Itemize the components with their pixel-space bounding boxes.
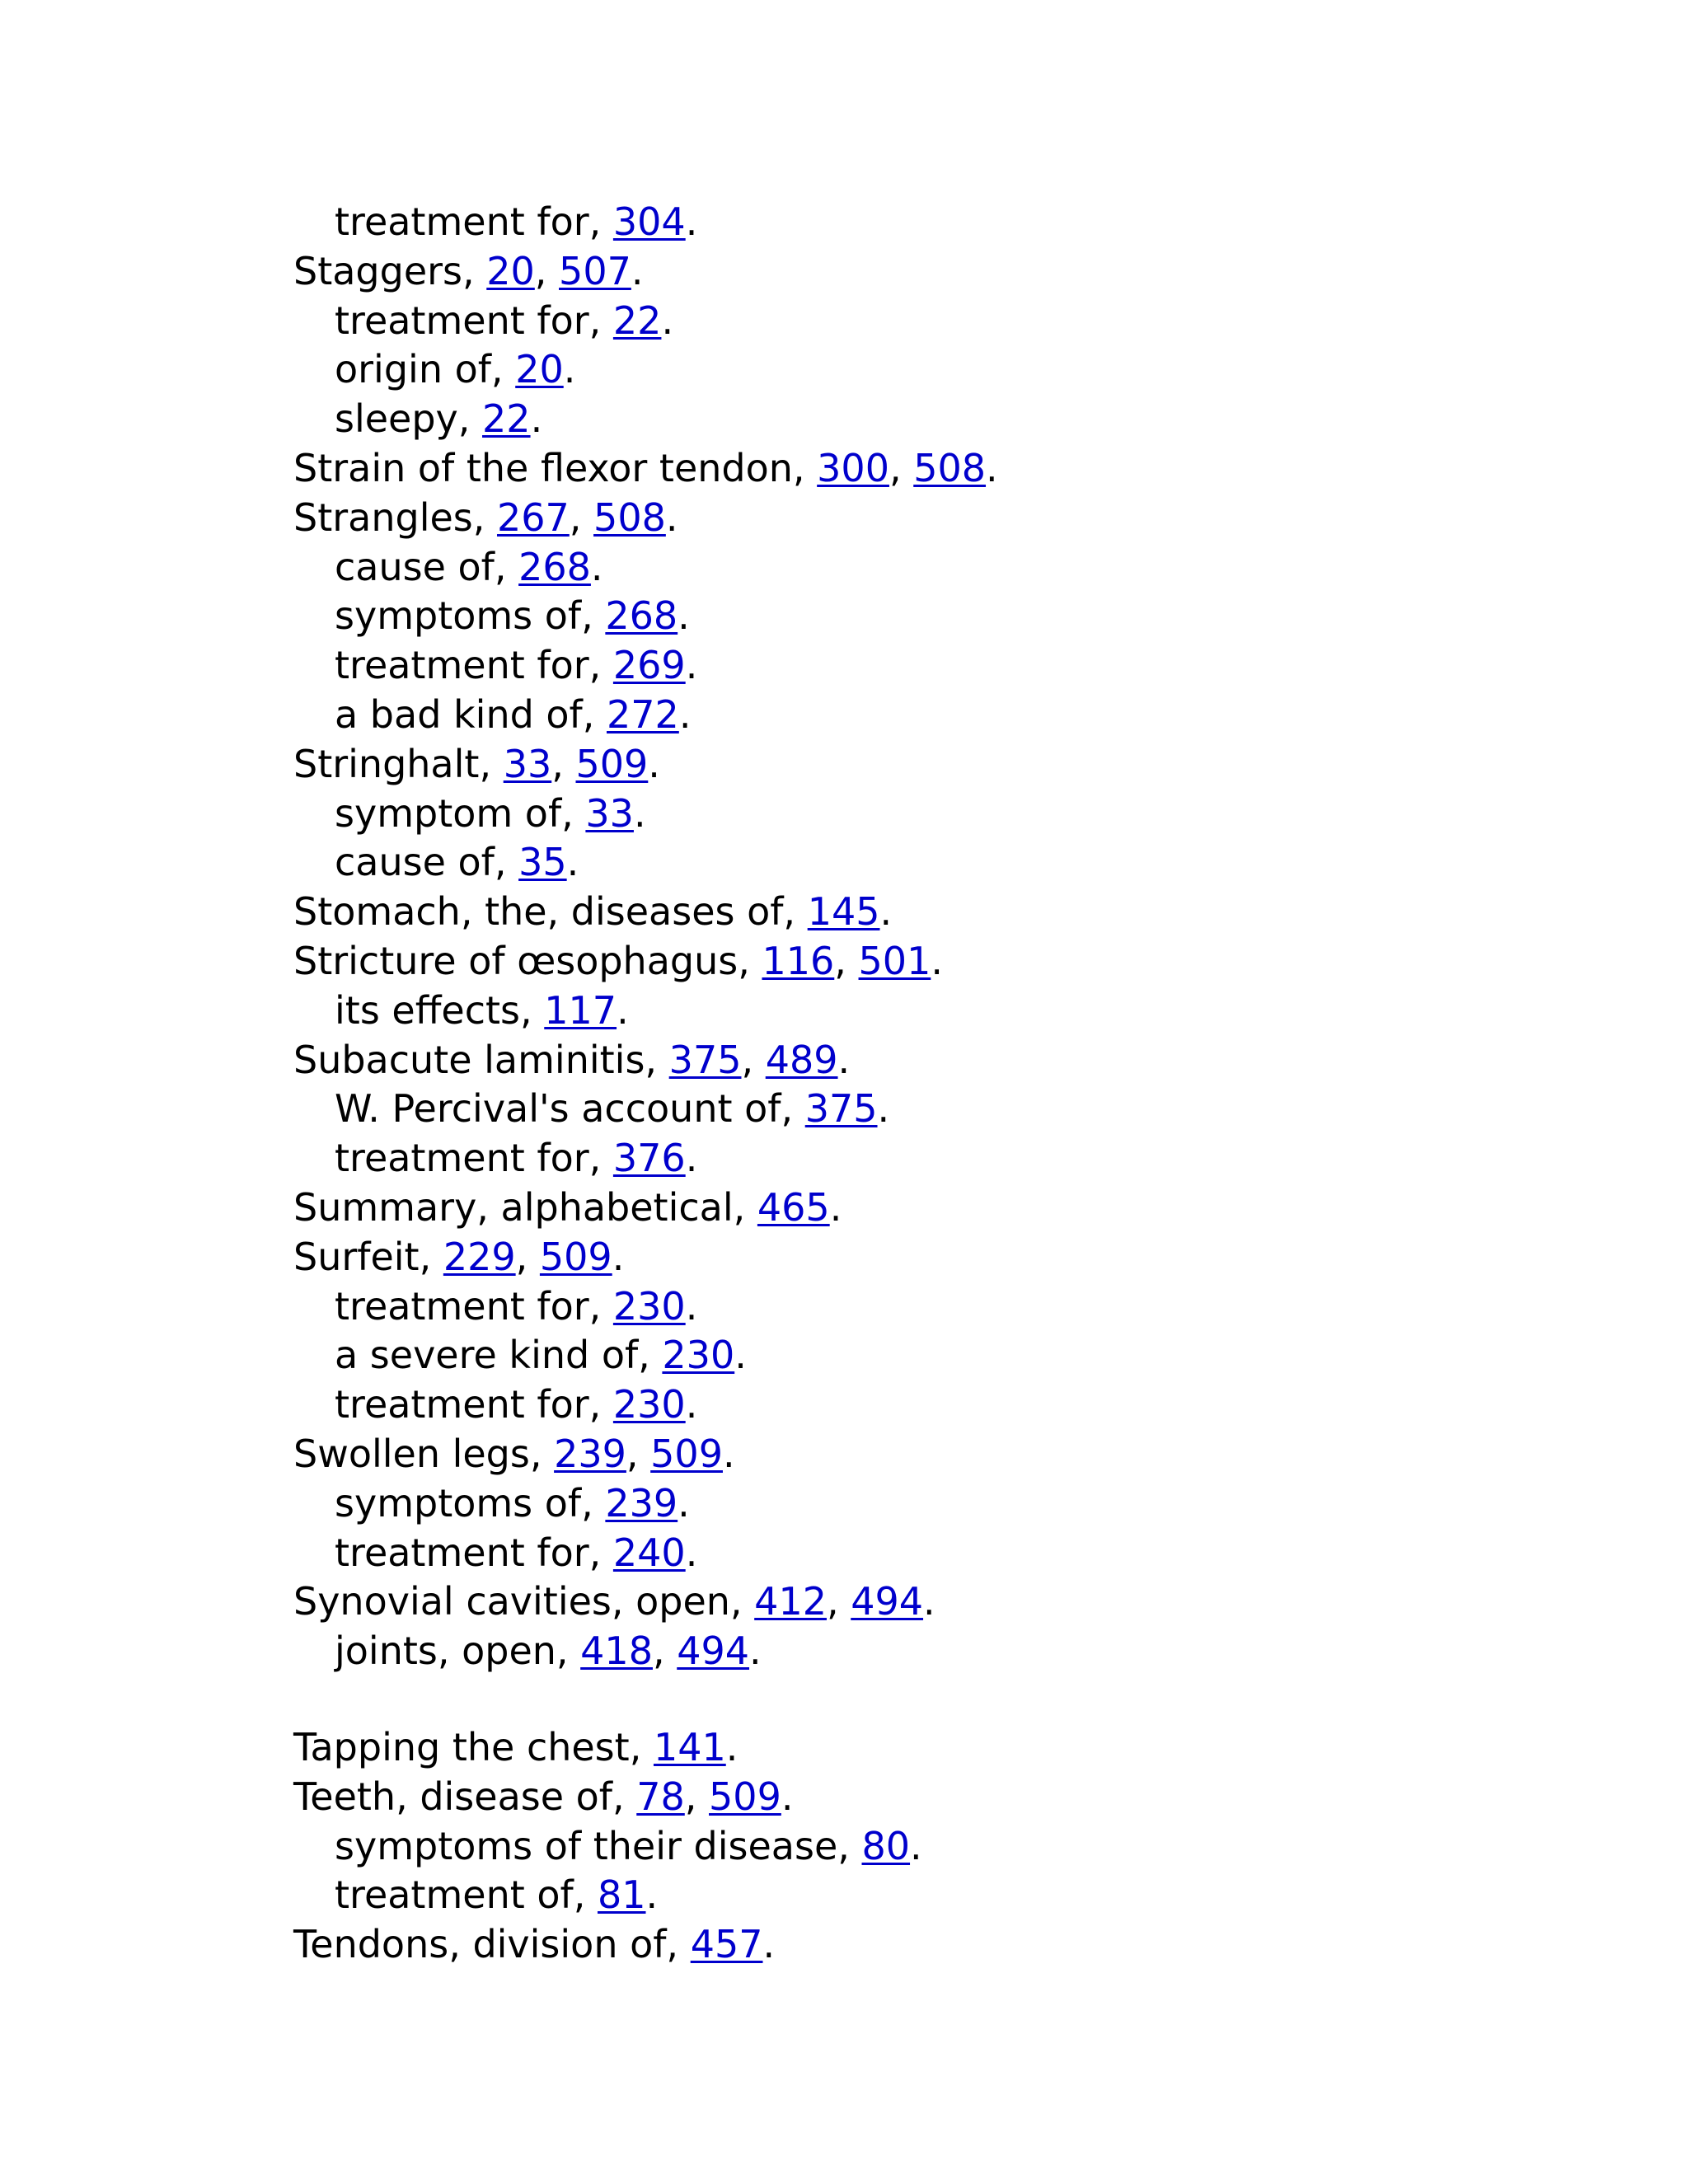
entry-period: .	[879, 889, 893, 935]
entry-period: .	[678, 691, 692, 737]
index-subentry	[293, 1134, 1530, 1183]
entry-label: Strangles,	[293, 494, 497, 540]
page-separator: ,	[515, 1234, 540, 1279]
page-link[interactable]: 35	[518, 840, 567, 885]
entry-period: .	[612, 1234, 625, 1279]
entry-period: .	[566, 840, 579, 885]
entry-period: .	[633, 790, 646, 836]
entry-label: treatment for,	[335, 1283, 613, 1329]
page-link[interactable]: 508	[913, 445, 987, 490]
page-link[interactable]: 375	[804, 1086, 878, 1132]
entry-period: .	[590, 544, 603, 589]
entry-period: .	[685, 1530, 698, 1575]
index-entry	[293, 1723, 1530, 1773]
page-link[interactable]: 457	[690, 1922, 763, 1967]
entry-label: Tendons, division of,	[293, 1922, 691, 1967]
index-entry	[293, 1183, 1530, 1233]
entry-label: its effects,	[335, 987, 545, 1033]
entry-label: cause of,	[335, 840, 519, 885]
index-page	[293, 198, 1530, 1970]
entry-label: a severe kind of,	[335, 1333, 663, 1378]
page-link[interactable]: 33	[585, 790, 634, 836]
entry-label: joints, open,	[335, 1629, 581, 1674]
page-link[interactable]: 268	[605, 593, 678, 639]
entry-label: treatment for,	[335, 643, 613, 688]
entry-label: origin of,	[335, 347, 516, 392]
entry-label: Strain of the flexor tendon,	[293, 445, 818, 490]
entry-period: .	[678, 1480, 690, 1526]
page-link[interactable]: 509	[709, 1774, 781, 1819]
page-link[interactable]: 509	[539, 1234, 612, 1279]
page-link[interactable]: 267	[496, 494, 570, 540]
page-link[interactable]: 501	[858, 938, 931, 983]
entry-label: Stringhalt,	[293, 741, 504, 786]
index-subentry	[293, 1479, 1530, 1529]
page-link[interactable]: 272	[607, 691, 679, 737]
entry-label: a bad kind of,	[335, 691, 607, 737]
index-subentry	[293, 1627, 1530, 1676]
entry-label: Tapping the chest,	[293, 1724, 654, 1769]
page-link[interactable]: 81	[597, 1872, 646, 1918]
index-subentry	[293, 838, 1530, 888]
entry-label: treatment for,	[335, 1530, 613, 1575]
page-link[interactable]: 229	[443, 1234, 516, 1279]
entry-label: Teeth, disease of,	[293, 1774, 637, 1819]
page-link[interactable]: 116	[762, 938, 835, 983]
entry-period: .	[829, 1184, 842, 1230]
index-entry	[293, 1577, 1530, 1627]
entry-period: .	[665, 494, 678, 540]
page-link[interactable]: 240	[612, 1530, 686, 1575]
entry-label: symptoms of,	[335, 1480, 606, 1526]
entry-period: .	[678, 593, 690, 639]
page-link[interactable]: 230	[612, 1283, 686, 1329]
entry-period: .	[617, 987, 629, 1033]
entry-period: .	[986, 445, 998, 490]
entry-label: Swollen legs,	[293, 1431, 555, 1476]
entry-period: .	[837, 1037, 851, 1082]
page-link[interactable]: 509	[650, 1431, 723, 1476]
entry-period: .	[563, 347, 576, 392]
entry-period: .	[734, 1333, 747, 1378]
index-subentry	[293, 641, 1530, 691]
page-link[interactable]: 20	[486, 248, 535, 293]
page-link[interactable]: 22	[482, 396, 531, 442]
entry-label: Staggers,	[293, 248, 487, 293]
page-separator: ,	[889, 445, 914, 490]
index-entry	[293, 1430, 1530, 1479]
page-link[interactable]: 141	[653, 1724, 726, 1769]
entry-label: symptom of,	[335, 790, 586, 836]
entry-period: .	[910, 1823, 922, 1868]
index-entry	[293, 888, 1530, 937]
page-link[interactable]: 507	[559, 248, 631, 293]
index-subentry	[293, 1282, 1530, 1332]
entry-period: .	[931, 938, 943, 983]
entry-period: .	[530, 396, 543, 442]
entry-label: treatment for,	[335, 1136, 613, 1181]
entry-period: .	[877, 1086, 890, 1132]
page-link[interactable]: 117	[544, 987, 617, 1033]
entry-label: treatment for,	[335, 1382, 613, 1427]
index-entry	[293, 444, 1530, 494]
page-separator: ,	[741, 1037, 766, 1082]
page-link[interactable]: 269	[612, 643, 686, 688]
index-entry	[293, 1036, 1530, 1085]
page-separator: ,	[626, 1431, 651, 1476]
page-link[interactable]: 78	[636, 1774, 685, 1819]
page-link[interactable]: 300	[817, 445, 889, 490]
entry-period: .	[685, 643, 698, 688]
entry-label: treatment for,	[335, 298, 613, 343]
page-link[interactable]: 230	[612, 1382, 686, 1427]
page-link[interactable]: 494	[851, 1579, 924, 1624]
index-entry	[293, 937, 1530, 987]
entry-period: .	[685, 199, 698, 244]
entry-label: cause of,	[335, 544, 519, 589]
index-subentry	[293, 1871, 1530, 1920]
index-entry	[293, 1773, 1530, 1822]
index-subentry	[293, 592, 1530, 641]
index-subentry	[293, 1331, 1530, 1380]
index-subentry	[293, 297, 1530, 346]
index-subentry	[293, 1822, 1530, 1872]
entry-period: .	[661, 298, 674, 343]
page-link[interactable]: 304	[612, 199, 686, 244]
index-subentry	[293, 790, 1530, 839]
entry-label: Synovial cavities, open,	[293, 1579, 755, 1624]
index-subentry	[293, 395, 1530, 444]
page-link[interactable]: 230	[662, 1333, 735, 1378]
entry-period: .	[923, 1579, 935, 1624]
page-link[interactable]: 239	[605, 1480, 678, 1526]
page-link[interactable]: 508	[593, 494, 666, 540]
index-subentry	[293, 691, 1530, 740]
page-separator: ,	[569, 494, 594, 540]
entry-period: .	[685, 1382, 698, 1427]
index-entry	[293, 1920, 1530, 1970]
page-link[interactable]: 20	[515, 347, 564, 392]
page-separator: ,	[684, 1774, 710, 1819]
entry-label: W. Percival's account of,	[335, 1086, 805, 1132]
page-link[interactable]: 418	[580, 1629, 653, 1674]
index-entry	[293, 247, 1530, 297]
index-entry	[293, 494, 1530, 543]
entry-label: Stricture of œsophagus,	[293, 938, 762, 983]
page-link[interactable]: 239	[554, 1431, 626, 1476]
page-link[interactable]: 22	[612, 298, 662, 343]
entry-period: .	[749, 1629, 762, 1674]
entry-label: Summary, alphabetical,	[293, 1184, 757, 1230]
index-subentry	[293, 1380, 1530, 1430]
entry-label: treatment for,	[335, 199, 613, 244]
page-link[interactable]: 33	[503, 741, 552, 786]
entry-label: Stomach, the, diseases of,	[293, 889, 808, 935]
page-link[interactable]: 494	[677, 1629, 750, 1674]
page-separator: ,	[652, 1629, 678, 1674]
entry-period: .	[722, 1431, 735, 1476]
page-link[interactable]: 489	[765, 1037, 838, 1082]
entry-label: symptoms of,	[335, 593, 606, 639]
page-link[interactable]: 376	[612, 1136, 686, 1181]
page-link[interactable]: 268	[518, 544, 591, 589]
entry-period: .	[762, 1922, 776, 1967]
page-separator: ,	[834, 938, 859, 983]
entry-label: sleepy,	[335, 396, 483, 442]
entry-period: .	[648, 741, 660, 786]
entry-period: .	[725, 1724, 738, 1769]
index-subentry	[293, 1085, 1530, 1134]
entry-period: .	[685, 1283, 698, 1329]
page-link[interactable]: 509	[575, 741, 649, 786]
entry-period: .	[645, 1872, 659, 1918]
index-entry	[293, 1233, 1530, 1282]
page-separator: ,	[534, 248, 560, 293]
entry-label: Surfeit,	[293, 1234, 443, 1279]
entry-period: .	[631, 248, 644, 293]
entry-label: Subacute laminitis,	[293, 1037, 669, 1082]
index-subentry	[293, 987, 1530, 1036]
index-entry	[293, 740, 1530, 790]
page-link[interactable]: 412	[754, 1579, 827, 1624]
page-separator: ,	[826, 1579, 851, 1624]
entry-label: treatment of,	[335, 1872, 598, 1918]
index-subentry	[293, 543, 1530, 593]
page-link[interactable]: 465	[757, 1184, 830, 1230]
page-separator: ,	[551, 741, 576, 786]
index-subentry	[293, 198, 1530, 247]
page-link[interactable]: 375	[668, 1037, 742, 1082]
entry-period: .	[781, 1774, 794, 1819]
entry-period: .	[685, 1136, 698, 1181]
page-link[interactable]: 145	[807, 889, 880, 935]
page-link[interactable]: 80	[861, 1823, 911, 1868]
index-subentry	[293, 1529, 1530, 1578]
entry-label: symptoms of their disease,	[335, 1823, 862, 1868]
index-subentry	[293, 345, 1530, 395]
